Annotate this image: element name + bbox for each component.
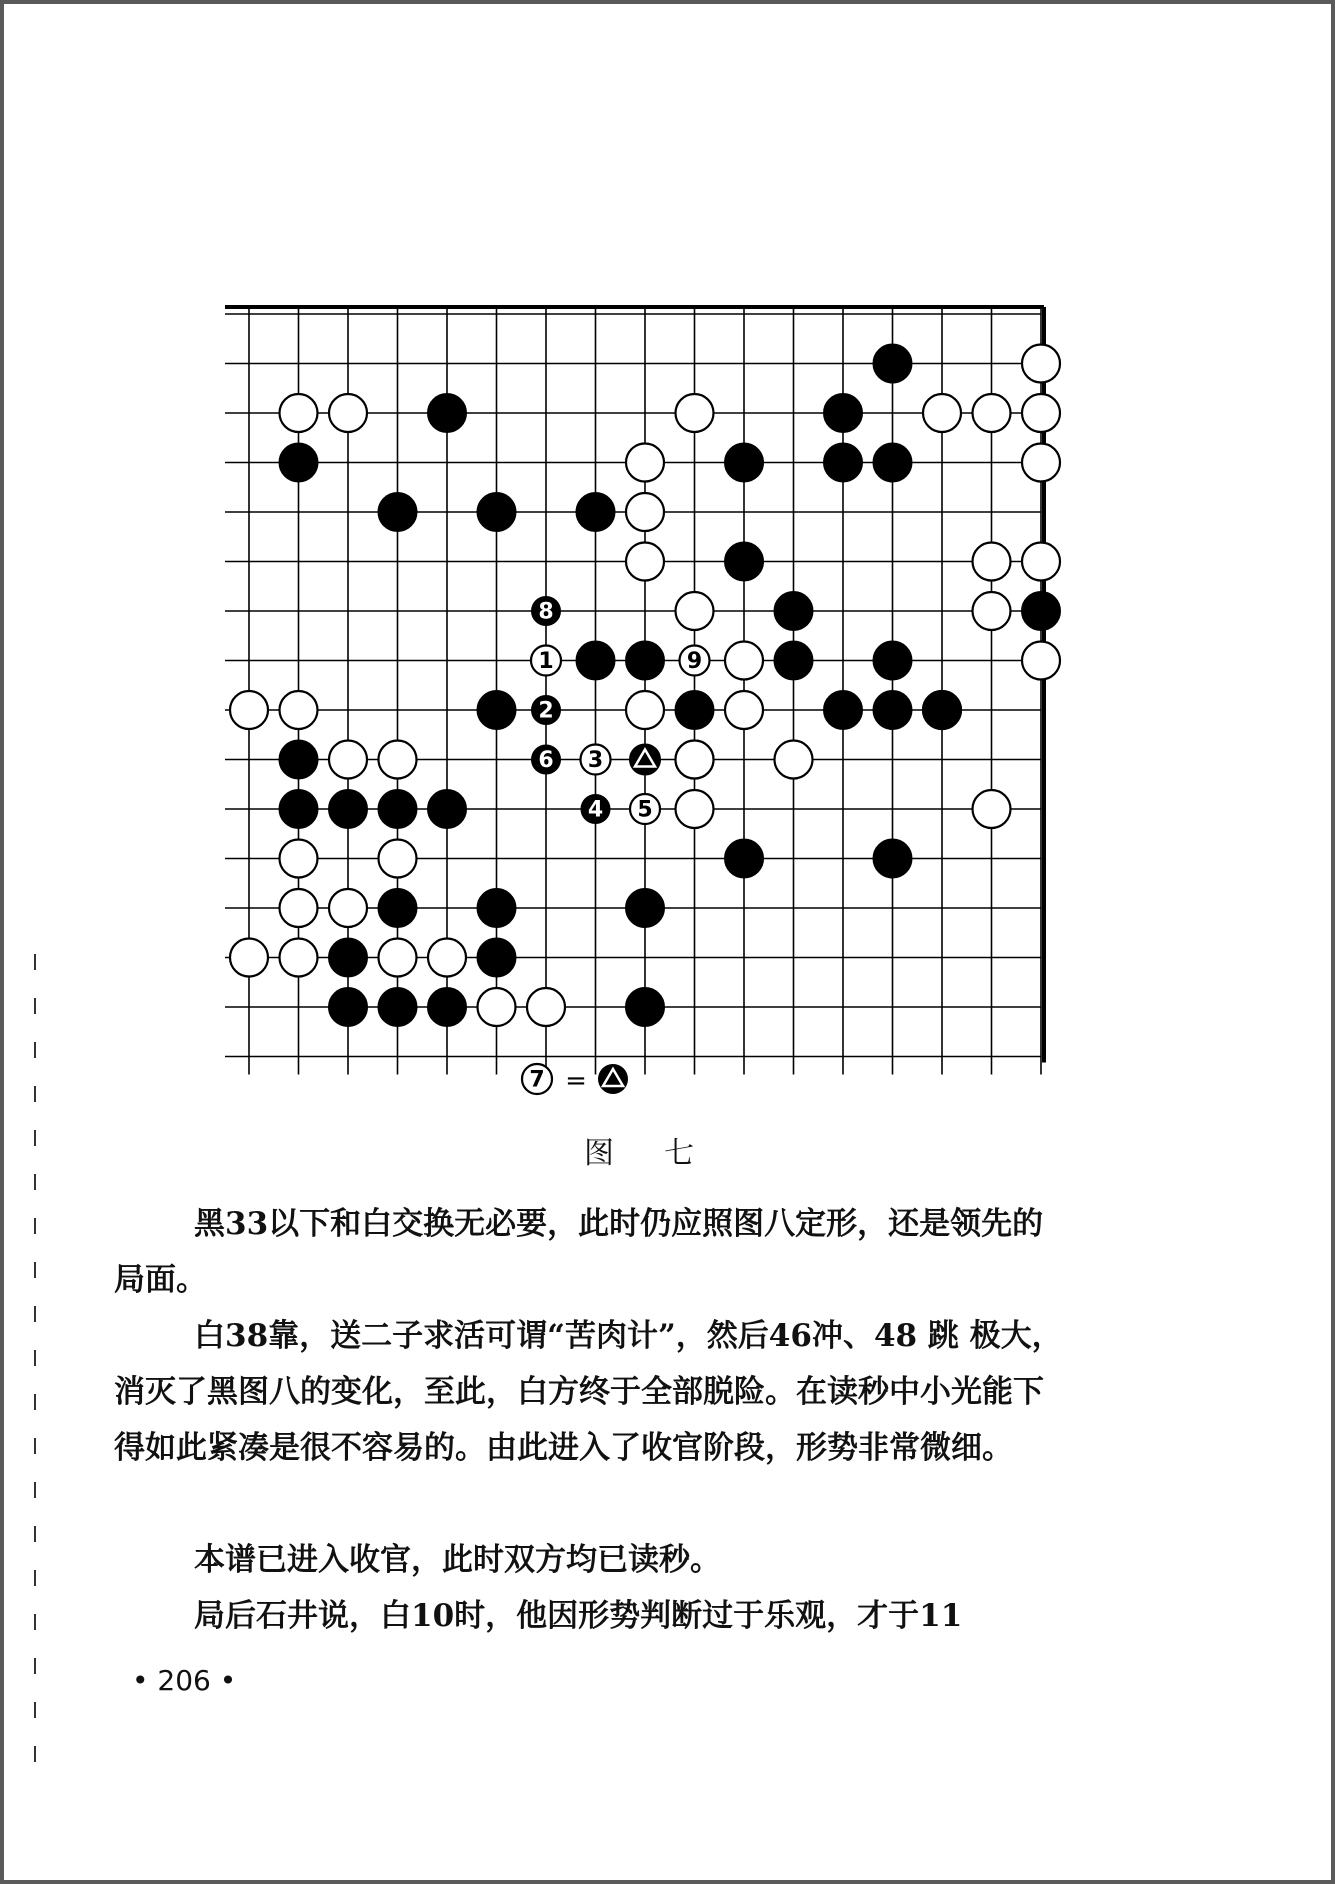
paragraph-4: 局后石井说，白10时，他因形势判断过于乐观，才于11 bbox=[194, 1598, 963, 1634]
white-stone bbox=[973, 592, 1011, 630]
white-stone bbox=[725, 691, 763, 729]
white-stone bbox=[676, 394, 714, 432]
figure-note bbox=[522, 1064, 628, 1096]
black-stone bbox=[676, 691, 714, 729]
black-stone bbox=[775, 642, 813, 680]
black-stone bbox=[329, 790, 367, 828]
margin-tick bbox=[34, 1306, 36, 1322]
white-stone bbox=[280, 939, 318, 977]
paragraph-2: 白38靠，送二子求活可谓“苦肉计”，然后46冲、48 跳 极大，消灭了黑图八的变化，至此，白方终于全部脱险。在读秒中小光能下得如此紧凑是很不容易的。由此进入了收官阶段，形势非常微细。 bbox=[114, 1318, 1063, 1466]
go-board-figure bbox=[4, 4, 1331, 1134]
white-stone bbox=[973, 790, 1011, 828]
white-stone bbox=[1022, 345, 1060, 383]
white-stone bbox=[676, 741, 714, 779]
white-stone bbox=[923, 394, 961, 432]
black-stone bbox=[775, 592, 813, 630]
figure-caption: 图七 bbox=[584, 1136, 744, 1171]
white-stone bbox=[626, 543, 664, 581]
black-stone bbox=[626, 889, 664, 927]
margin-tick bbox=[34, 1526, 36, 1542]
book-page bbox=[4, 4, 1331, 1880]
move-number-4: 4 bbox=[587, 797, 604, 823]
black-stone bbox=[874, 642, 912, 680]
white-stone bbox=[626, 691, 664, 729]
black-stone bbox=[379, 889, 417, 927]
margin-tick bbox=[34, 1086, 36, 1102]
white-stone bbox=[725, 642, 763, 680]
black-stone bbox=[428, 394, 466, 432]
note-move-number: 7 bbox=[529, 1067, 545, 1093]
white-stone bbox=[280, 840, 318, 878]
move-number-9: 9 bbox=[686, 649, 703, 674]
white-stone bbox=[1022, 543, 1060, 581]
paragraph-1: 黑33以下和白交换无必要，此时仍应照图八定形，还是领先的局面。 bbox=[114, 1206, 1044, 1298]
white-stone bbox=[428, 939, 466, 977]
black-stone bbox=[329, 988, 367, 1026]
black-stone bbox=[379, 493, 417, 531]
black-stone bbox=[478, 691, 516, 729]
white-stone bbox=[973, 543, 1011, 581]
white-stone bbox=[379, 741, 417, 779]
margin-tick bbox=[34, 954, 36, 970]
black-stone bbox=[725, 543, 763, 581]
black-stone bbox=[478, 493, 516, 531]
margin-tick bbox=[34, 1350, 36, 1366]
move-number-2: 2 bbox=[538, 698, 554, 724]
margin-tick bbox=[34, 1394, 36, 1410]
black-stone bbox=[379, 988, 417, 1026]
white-stone bbox=[478, 988, 516, 1026]
white-stone bbox=[329, 741, 367, 779]
black-stone bbox=[577, 493, 615, 531]
black-stone bbox=[923, 691, 961, 729]
paragraph-3: 本谱已进入收官，此时双方均已读秒。 bbox=[194, 1542, 721, 1578]
black-stone bbox=[478, 939, 516, 977]
white-stone bbox=[626, 444, 664, 482]
white-stone bbox=[1022, 444, 1060, 482]
move-number-3: 3 bbox=[587, 748, 604, 773]
white-stone bbox=[1022, 642, 1060, 680]
black-stone bbox=[280, 444, 318, 482]
page-number: • 206 • bbox=[132, 1664, 237, 1697]
margin-tick bbox=[34, 1746, 36, 1762]
margin-tick bbox=[34, 1262, 36, 1278]
move-number-5: 5 bbox=[637, 797, 653, 823]
white-stone bbox=[973, 394, 1011, 432]
black-stone bbox=[725, 444, 763, 482]
white-stone bbox=[280, 889, 318, 927]
white-stone bbox=[379, 939, 417, 977]
white-stone bbox=[280, 691, 318, 729]
black-stone bbox=[379, 790, 417, 828]
margin-tick bbox=[34, 1570, 36, 1586]
black-stone bbox=[824, 691, 862, 729]
margin-tick bbox=[34, 1658, 36, 1674]
white-stone bbox=[280, 394, 318, 432]
black-stone bbox=[874, 345, 912, 383]
white-stone bbox=[676, 592, 714, 630]
black-stone bbox=[626, 642, 664, 680]
black-stone bbox=[874, 840, 912, 878]
black-stone bbox=[577, 642, 615, 680]
black-stone bbox=[725, 840, 763, 878]
move-number-8: 8 bbox=[538, 599, 554, 625]
move-number-6: 6 bbox=[538, 748, 554, 773]
white-stone bbox=[1022, 394, 1060, 432]
black-stone bbox=[1022, 592, 1060, 630]
black-stone bbox=[280, 790, 318, 828]
black-stone bbox=[478, 889, 516, 927]
black-stone bbox=[874, 444, 912, 482]
margin-tick bbox=[34, 1614, 36, 1630]
white-stone bbox=[775, 741, 813, 779]
margin-tick bbox=[34, 1042, 36, 1058]
margin-tick bbox=[34, 1702, 36, 1718]
black-stone bbox=[428, 790, 466, 828]
margin-tick bbox=[34, 1482, 36, 1498]
white-stone bbox=[626, 493, 664, 531]
margin-tick bbox=[34, 1218, 36, 1234]
white-stone bbox=[230, 691, 268, 729]
note-equals: = bbox=[565, 1066, 587, 1096]
white-stone bbox=[676, 790, 714, 828]
white-stone bbox=[329, 889, 367, 927]
black-stone bbox=[824, 394, 862, 432]
black-stone bbox=[280, 741, 318, 779]
margin-tick bbox=[34, 1438, 36, 1454]
margin-tick bbox=[34, 998, 36, 1014]
black-stone bbox=[874, 691, 912, 729]
black-stone bbox=[824, 444, 862, 482]
white-stone bbox=[329, 394, 367, 432]
white-stone bbox=[379, 840, 417, 878]
margin-tick bbox=[34, 1130, 36, 1146]
white-stone bbox=[527, 988, 565, 1026]
black-stone bbox=[428, 988, 466, 1026]
black-stone bbox=[626, 988, 664, 1026]
black-stone bbox=[329, 939, 367, 977]
margin-tick bbox=[34, 1174, 36, 1190]
move-number-1: 1 bbox=[538, 649, 554, 674]
white-stone bbox=[230, 939, 268, 977]
